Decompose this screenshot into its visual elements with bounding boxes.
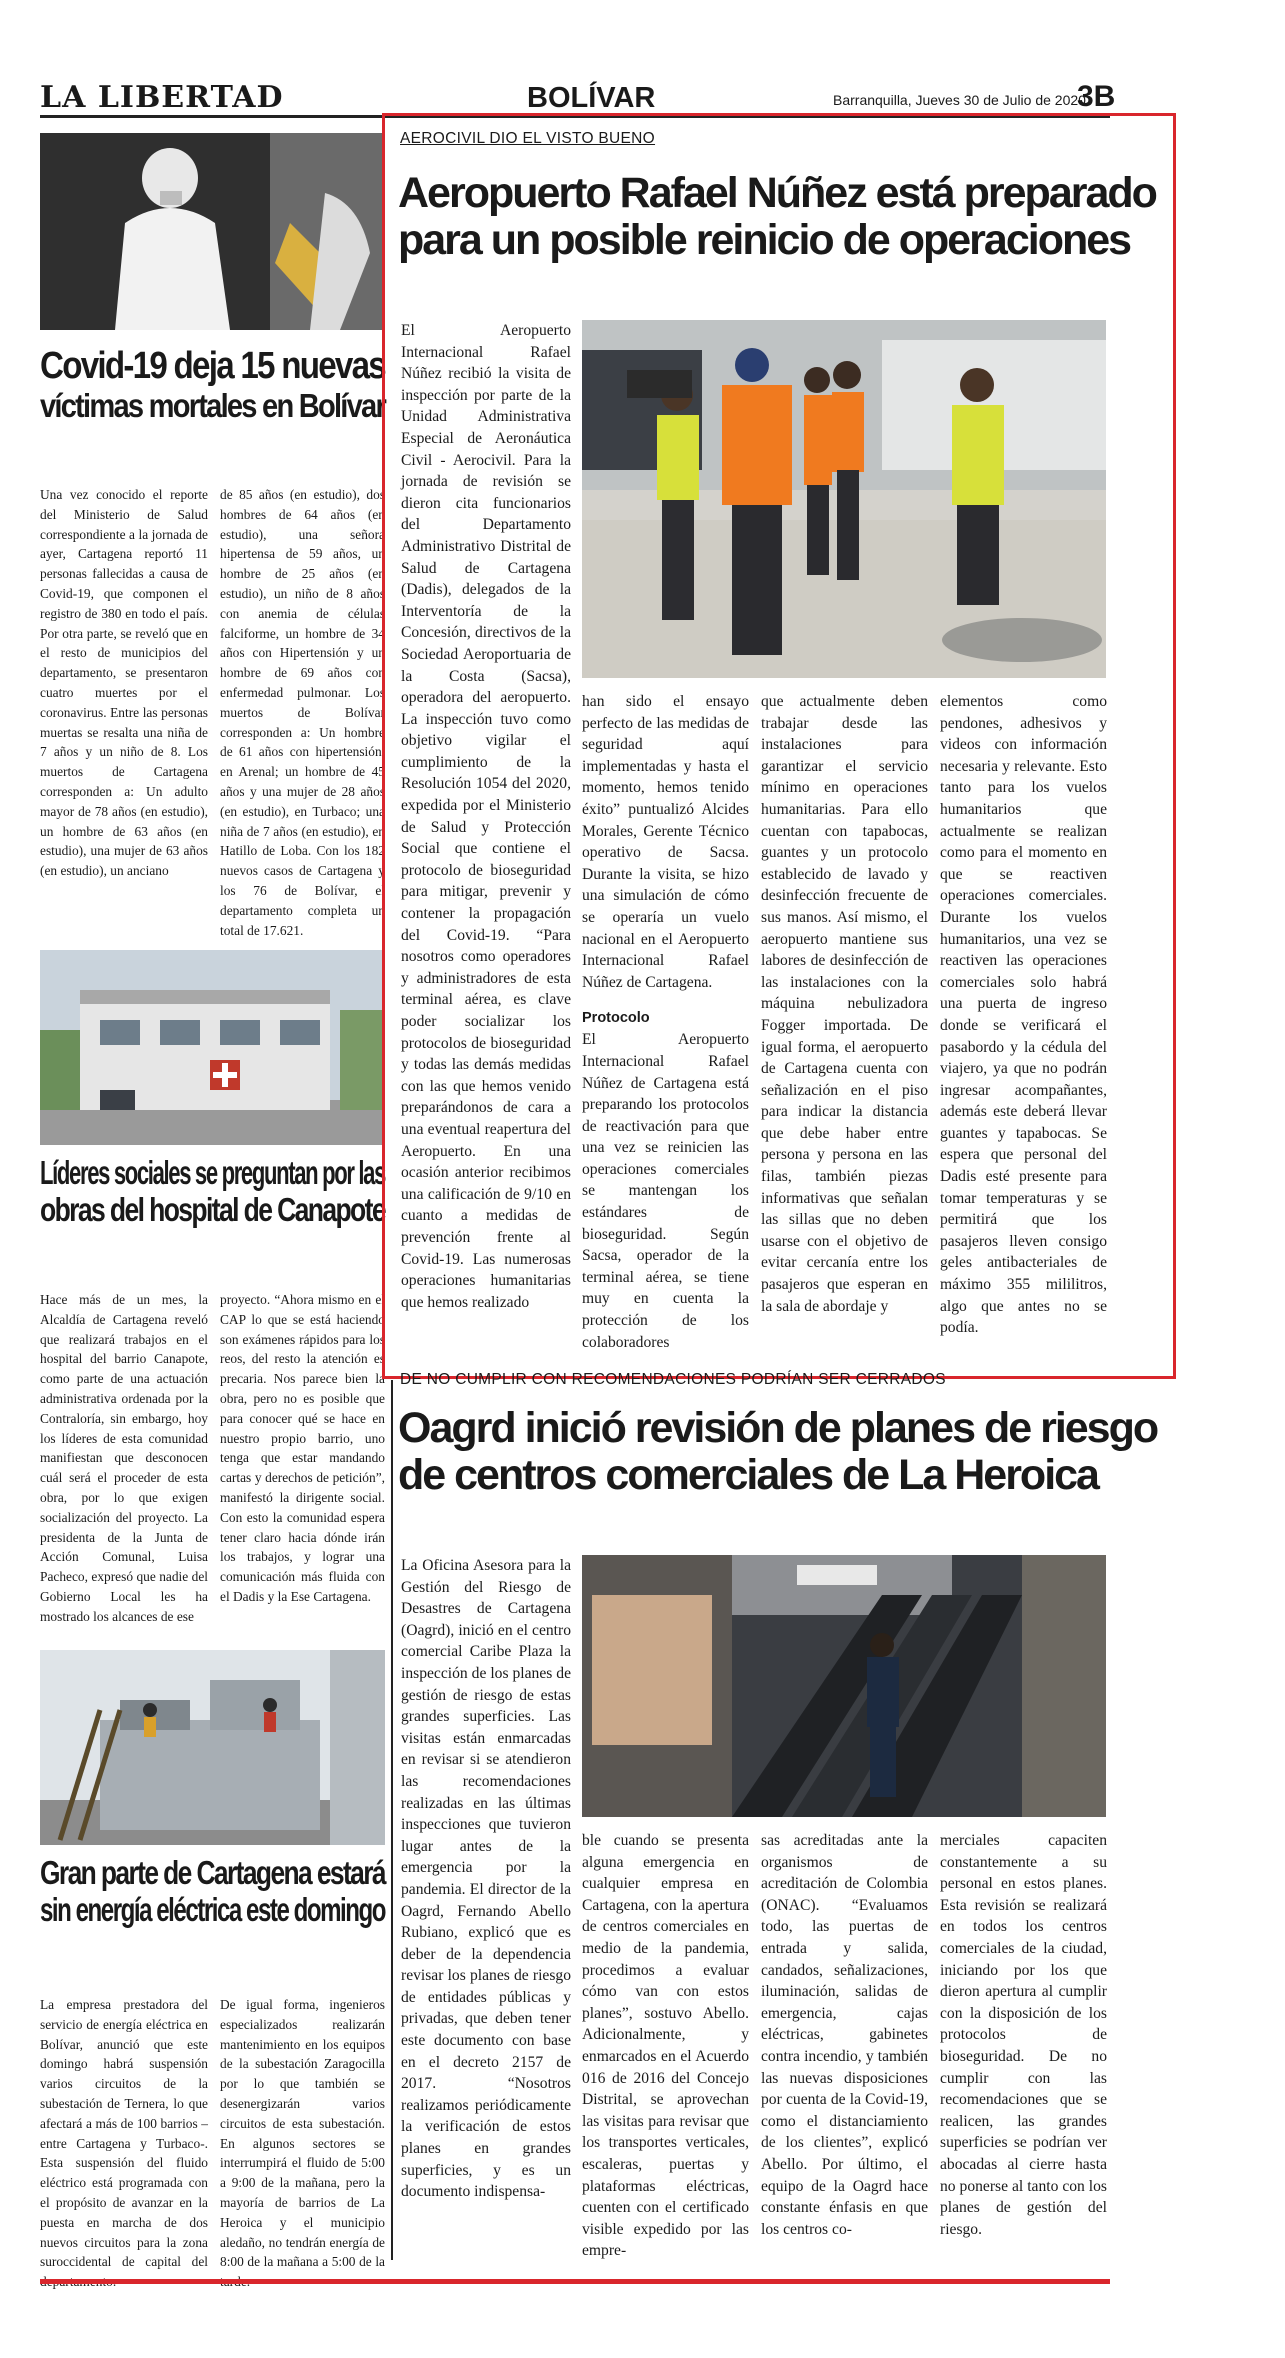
airport-inspection-photo (582, 320, 1106, 678)
story2-col1-text: Hace más de un mes, la Alcaldía de Cartagena reveló que realizará trabajos en el hospital del barrio Canapote, como parte de una actuación administrativa ordenada por la Contraloría, sin embargo, hoy los líderes de esta comunidad manifiestan que desconocen cuál será el proceder de esta obra, por lo que exigen socialización del proyecto. La presidenta de la Junta de Acción Comunal, Luisa Pacheco, expresó que nadie del Gobierno Local les ha mostrado los alcances de ese (40, 1292, 208, 1624)
second-headline (398, 1405, 1168, 1500)
second-col3-text: sas acreditadas ante la organismos de acreditación de Colombia (ONAC). “Evaluamos todo, las puertas de entrada y salida, candados, señalizaciones, iluminación, salidas de emergencia, cajas eléctricas, gabinetes contra incendio, y también las nuevas disposiciones por cuenta de la Covid-19, como el distanciamiento de los clientes”, explicó Abello. Por último, el equipo de la Oagrd hace constante énfasis en que los centros co- (761, 1832, 928, 2238)
feature-col3-text: que actualmente deben trabajar desde las instalaciones para garantizar el servicio mínimo en operaciones humanitarias. Para ello cuentan con tapabocas, guantes y un protocolo establecido de lavado y desinfección frecuente de sus manos. Así mismo, el aeropuerto mantiene sus labores de desinfección de las instalaciones con la máquina nebulizadora Fogger importada. De igual forma, el aeropuerto de Cartagena cuenta con señalización en el piso para indicar la distancia que debe haber entre persona y persona en las filas, también piezas informativas que señalan las sillas que no deben usarse con el objetivo de evitar cercanía entre los pasajeros que esperan en la sala de abordaje y (761, 693, 928, 1315)
story2-col2 (220, 1290, 385, 1607)
covid-worker-photo (40, 133, 385, 330)
story1-col2 (220, 485, 385, 940)
feature-col2b-text: El Aeropuerto Internacional Rafael Núñez de Cartagena está preparando los protocolos de reactivación para que una vez se reinicien las operaciones comerciales se mantengan los estándares de bioseguridad. Según Sacsa, operador de la terminal aérea, se tiene muy en cuenta la protección de los colaboradores (582, 1031, 749, 1351)
second-headline-line1: Oagrd inició revisión de planes de riesgo (398, 1404, 1158, 1452)
feature-col1 (401, 320, 571, 1313)
story1-headline (40, 345, 385, 425)
story1-col1 (40, 485, 208, 881)
feature-col2 (582, 691, 749, 1353)
second-col1-text: La Oficina Asesora para la Gestión del Riesgo de Desastres de Cartagena (Oagrd), inició en el centro comercial Caribe Plaza la inspección de los planes de gestión de riesgo de estas grandes superficies. Las visitas están enmarcadas en revisar si se atendieron las recomendaciones realizadas en las últimas inspecciones que tuvieron lugar antes de la emergencia por la pandemia. El director de la Oagrd, Fernando Abello Rubiano, explicó que es deber de la dependencia revisar los planes de riesgo de entidades públicas y privadas, que deben tener este documento con base en el decreto 2157 de 2017. “Nosotros realizamos periódicamente la verificación de estos planes en grandes superficies, y es un documento indispensa- (401, 1557, 571, 2201)
feature-headline-line2: para un posible reinicio de operaciones (398, 216, 1131, 265)
column-rule (391, 1380, 393, 2260)
story1-headline-line2: víctimas mortales en Bolívar (40, 386, 385, 424)
second-col2 (582, 1830, 749, 2262)
story3-headline-line2: sin energía eléctrica este domingo (40, 1890, 385, 1928)
feature-col4 (940, 691, 1107, 1339)
story1-col1-text: Una vez conocido el reporte del Ministerio de Salud correspondiente a la jornada de ayer, Cartagena reportó 11 personas fallecidas a causa de Covid-19, que componen el registro de 380 en todo el país. Por otra parte, se reveló que en el resto de municipios del departamento, se presentaron cuatro muertes por el coronavirus. Entre las personas muertas se resalta una niña de 7 años y un niño de 8. Los muertos de Cartagena corresponden a: Un adulto mayor de 78 años (en estudio), un hombre de 63 años (en estudio), una mujer de 63 años (en estudio), un anciano (40, 487, 208, 879)
section-name: BOLÍVAR (527, 82, 656, 114)
footer-red-rule (40, 2279, 1110, 2284)
story1-headline-line1: Covid-19 deja 15 nuevas (40, 345, 385, 387)
story2-col2-text: proyecto. “Ahora mismo en el CAP lo que se está haciendo son exámenes rápidos para los reos, del resto la atención es precaria. Nos parece bien la obra, pero no es posible que para conocer qué se hace en nuestro propio barrio, uno tenga que estar mandando cartas y derechos de petición”, manifestó la dirigente social. Con esto la comunidad espera tener claro hacia dónde irán los trabajos, y lograr una comunicación más fluida con el Dadis y la Ese Cartagena. (220, 1292, 385, 1604)
second-col1 (401, 1555, 571, 2203)
story2-headline-line1: Líderes sociales se preguntan por las (40, 1154, 385, 1191)
publication-name: LA LIBERTAD (40, 80, 284, 115)
feature-headline-line1: Aeropuerto Rafael Núñez está preparado (398, 169, 1156, 217)
dateline: Barranquilla, Jueves 30 de Julio de 2020 (833, 92, 1086, 108)
second-col4-text: merciales capaciten constantemente a su personal en estos planes. Esta revisión se realizará en todos los centros comerciales de la ciudad, iniciando por los que dieron apertura al cumplir con la disposición de los protocolos de bioseguridad. De no cumplir con las recomendaciones que se realicen, las grandes superficies se podrían ver abocadas al cierre hasta no ponerse al tanto con los planes de gestión del riesgo. (940, 1832, 1107, 2238)
story3-headline-line1: Gran parte de Cartagena estará (40, 1854, 385, 1891)
feature-col4-text: elementos como pendones, adhesivos y videos con información necesaria y relevante. Esto tanto para los vuelos humanitarios que actualmente se realizan como para el momento en que se reactiven operaciones comerciales. Durante los vuelos humanitarios, una vez se reactiven las operaciones comerciales solo habrá una puerta de ingreso donde se verificará el pasabordo y la cédula del viajero, ya que no podrán ingresar acompañantes, además este deberá llevar guantes y tapabocas. Se espera que personal del Dadis esté presente para tomar temperaturas y se permitirá que los pasajeros lleven consigo geles antibacteriales de máximo 355 mililitros, algo que antes no se podía. (940, 693, 1107, 1337)
story3-col2-text: De igual forma, ingenieros especializados realizarán mantenimiento en los equipos de la subestación Zaragocilla por lo que también se desenergizarán varios circuitos de esta subestación. En algunos sectores se interrumpirá el fluido de 5:00 a 9:00 de la mañana, pero la mayoría de barrios de La Heroica y el municipio aledaño, no tendrán energía de 8:00 de la mañana a 5:00 de la (220, 1997, 385, 2270)
second-headline-line2: de centros comerciales de La Heroica (398, 1451, 1098, 1500)
story3-col2 (220, 1995, 385, 2292)
story2-col1 (40, 1290, 208, 1627)
feature-col2a-text: han sido el ensayo perfecto de las medidas de seguridad aquí implementadas y hasta el momento, hemos tenido éxito” puntualizó Alcides Morales, Gerente Técnico operativo de Sacsa. Durante la visita, se hizo una simulación de cómo se operaría un vuelo nacional en el Aeropuerto Internacional Rafael Núñez de Cartagena. (582, 693, 749, 991)
mall-escalator-photo (582, 1555, 1106, 1817)
story3-col1-text: La empresa prestadora del servicio de energía eléctrica en Bolívar, anunció que este domingo habrá suspensión varios circuitos de la subestación de Ternera, lo que afectará a más de 100 barrios –entre Cartagena y Turbaco-. Esta suspensión del fluido eléctrico está programada con el propósito de avanzar en la puesta en marcha de dos nuevos circuitos para la zona suroccidental de capital del (40, 1997, 208, 2270)
feature-col1-text: El Aeropuerto Internacional Rafael Núñez recibió la visita de inspección por parte de la Unidad Administrativa Especial de Aeronáutica Civil - Aerocivil. Para la jornada de revisión se dieron cita funcionarios del Departamento Administrativo Distrital de Salud de Cartagena (Dadis), delegados de la Interventoría de la Concesión, directivos de la Sociedad Aeroportuaria de la Costa (Sacsa), operadora del aeropuerto. La inspección tuvo como objetivo vigilar el cumplimiento de la Resolución 1054 del 2020, expedida por el Ministerio de Salud y Protección Social que contiene el protocolo de bioseguridad para mitigar, prevenir y contener la propagación del Covid-19. “Para nosotros como operadores y administradores de esta terminal aérea, es clave poder socializar los protocolos de bioseguridad y todas las demás medidas con las que hemos venido preparándonos de cara a una eventual reapertura del Aeropuerto. En una ocasión anterior recibimos una calificación de 9/10 en cuanto a medidas de prevención frente al Covid-19. Las numerosas operaciones humanitarias que hemos realizado (401, 322, 571, 1311)
hospital-building-photo (40, 950, 385, 1145)
electrical-substation-photo (40, 1650, 385, 1845)
story3-col1 (40, 1995, 208, 2292)
feature-col3 (761, 691, 928, 1317)
story3-headline (40, 1855, 385, 1929)
second-col4 (940, 1830, 1107, 2240)
story2-headline (40, 1155, 385, 1229)
story1-col2-text: de 85 años (en estudio), dos hombres de 64 años (en estudio), una señora hipertensa de 59 años, un hombre de 25 años (en estudio), un niño de 8 años con anemia de células falciforme, un hombre de 34 años con Hipertensión y un hombre de 69 años con enfermedad pulmonar. Los muertos de Bolívar corresponden a: Un hombre de 61 años con hipertensión, en Arenal; un hombre de 45 años y una mujer de 28 años (en estudio), en Turbaco; una niña de 7 años (en estudio), en Hatillo de Loba. Con los 182 nuevos casos de Cartagena y los 76 de Bolívar, el departamento completa un total de 17.621. (220, 487, 385, 938)
page-number: 3B (1077, 80, 1116, 113)
second-kicker: DE NO CUMPLIR CON RECOMENDACIONES PODRÍAN SER CERRADOS (400, 1371, 946, 1388)
second-col2-text: ble cuando se presenta alguna emergencia en cualquier empresa en Cartagena, con la apertura de centros comerciales en medio de la pandemia, procedimos a evaluar cómo van con estos planes”, sostuvo Abello. Adicionalmente, y enmarcados en el Acuerdo 016 de 2016 del Concejo Distrital, se aprovechan las visitas para revisar que los transportes verticales, escaleras, puertas y plataformas eléctricas, cuenten con el certificado visible expedido por las empre- (582, 1832, 749, 2260)
story2-headline-line2: obras del hospital de Canapote (40, 1190, 385, 1228)
feature-headline (398, 170, 1168, 265)
second-col3 (761, 1830, 928, 2240)
feature-subhead: Protocolo (582, 1010, 650, 1027)
feature-kicker: AEROCIVIL DIO EL VISTO BUENO (400, 130, 656, 147)
